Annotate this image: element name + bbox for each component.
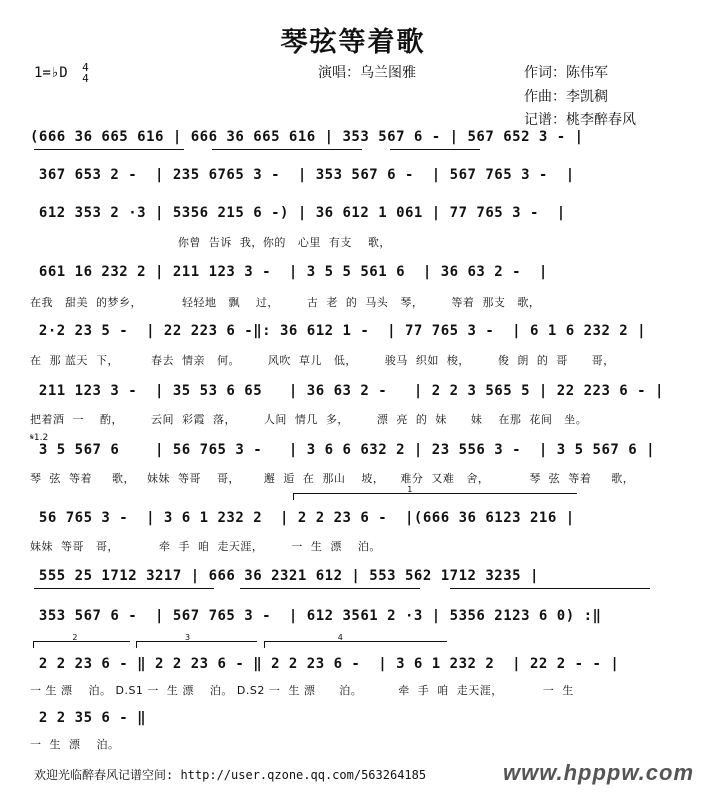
- score-line-9-notes: 555 25 1712 3217 | 666 36 2321 612 | 553 562 1712 3235 |: [30, 568, 539, 584]
- volta-bracket-2: 2: [33, 641, 130, 648]
- key-signature: [34, 62, 89, 84]
- meter-bottom: 4: [82, 72, 89, 85]
- meter-top: 4: [82, 61, 89, 74]
- beam-underline: [450, 588, 650, 589]
- score-line-12-notes: 2 2 35 6 - ‖: [30, 710, 147, 726]
- score-line-3-notes: 612 353 2 ·3 | 5356 215 6 -) | 36 612 1 061 | 77 765 3 - |: [30, 205, 566, 221]
- site-watermark: www.hpppw.com: [502, 760, 694, 785]
- score-line-5-notes: 2·2 23 5 - | 22 223 6 -‖: 36 612 1 - | 77 765 3 - | 6 1 6 232 2 |: [30, 323, 647, 339]
- singer-credit: 演唱：乌兰图雅: [318, 65, 416, 81]
- key-label: 1=♭D: [34, 65, 68, 81]
- score-line-8-lyrics: 妹妹 等哥 哥， 牵 手 咱 走天涯， 一 生 漂 泊。: [30, 540, 381, 553]
- volta-bracket-4: 4: [264, 641, 447, 648]
- score-line-12-lyrics: 一 生 漂 泊。: [30, 738, 120, 751]
- footer-text: 欢迎光临醉春风记谱空间: http://user.qzone.qq.com/563264185: [34, 768, 427, 782]
- score-line-3-lyrics: 你曾 告诉 我，你的 心里 有支 歌，: [30, 236, 391, 249]
- segno-mark: 𝄋1.2: [30, 433, 49, 443]
- beam-underline: [212, 149, 362, 150]
- lyricist-credit: 作词：陈伟军: [524, 65, 608, 81]
- page-title: 琴弦等着歌: [280, 27, 426, 58]
- score-line-4-lyrics: 在我 甜美 的梦乡， 轻轻地 飘 过， 古 老 的 马头 琴， 等着 那支 歌，: [30, 296, 541, 309]
- score-line-1-notes: (666 36 665 616 | 666 36 665 616 | 353 567 6 - | 567 652 3 - |: [30, 129, 584, 145]
- score-line-5-lyrics: 在 那 蓝天 下， 春去 情亲 何。 风吹 草儿 低， 骏马 织如 梭， 俊 朗 的 哥 哥，: [30, 354, 615, 367]
- score-line-7-notes: 3 5 567 6 | 56 765 3 - | 3 6 6 632 2 | 23 556 3 - | 3 5 567 6 |: [30, 442, 656, 458]
- volta-bracket-3: 3: [136, 641, 257, 648]
- beam-underline: [390, 149, 480, 150]
- score-line-6-lyrics: 把着酒 一 酌， 云间 彩霞 落， 人间 情几 多， 漂 亮 的 妹 妹 在那 花间 坐。: [30, 413, 588, 426]
- score-line-4-notes: 661 16 232 2 | 211 123 3 - | 3 5 5 561 6 | 36 63 2 - |: [30, 264, 548, 280]
- volta-bracket-1: 1: [293, 493, 577, 500]
- score-line-11-notes: 2 2 23 6 - ‖ 2 2 23 6 - ‖ 2 2 23 6 - | 3 6 1 232 2 | 22 2 - - |: [30, 656, 620, 672]
- score-line-8-notes: 56 765 3 - | 3 6 1 232 2 | 2 2 23 6 - |(666 36 6123 216 |: [30, 510, 575, 526]
- score-line-10-notes: 353 567 6 - | 567 765 3 - | 612 3561 2 ·3 | 5356 2123 6 0) :‖: [30, 608, 602, 624]
- beam-underline: [240, 588, 420, 589]
- score-line-7-lyrics: 琴 弦 等着 歌， 妹妹 等哥 哥， 邂 逅 在 那山 坡， 难分 又难 舍， 琴 弦 等着 歌，: [30, 472, 635, 485]
- score-line-6-notes: 211 123 3 - | 35 53 6 65 | 36 63 2 - | 2 2 3 565 5 | 22 223 6 - |: [30, 383, 664, 399]
- score-line-2-notes: 367 653 2 - | 235 6765 3 - | 353 567 6 - | 567 765 3 - |: [30, 167, 575, 183]
- composer-credit: 作曲：李凯稠: [524, 89, 608, 105]
- time-signature: [82, 62, 89, 84]
- beam-underline: [34, 588, 214, 589]
- transcriber-credit: 记谱：桃李醉春风: [524, 112, 636, 128]
- beam-underline: [34, 149, 184, 150]
- score-line-11-lyrics: 一 生 漂 泊。 D.S1 一 生 漂 泊。 D.S2 一 生 漂 泊。 牵 手 咱 走天涯， 一 生: [30, 684, 574, 697]
